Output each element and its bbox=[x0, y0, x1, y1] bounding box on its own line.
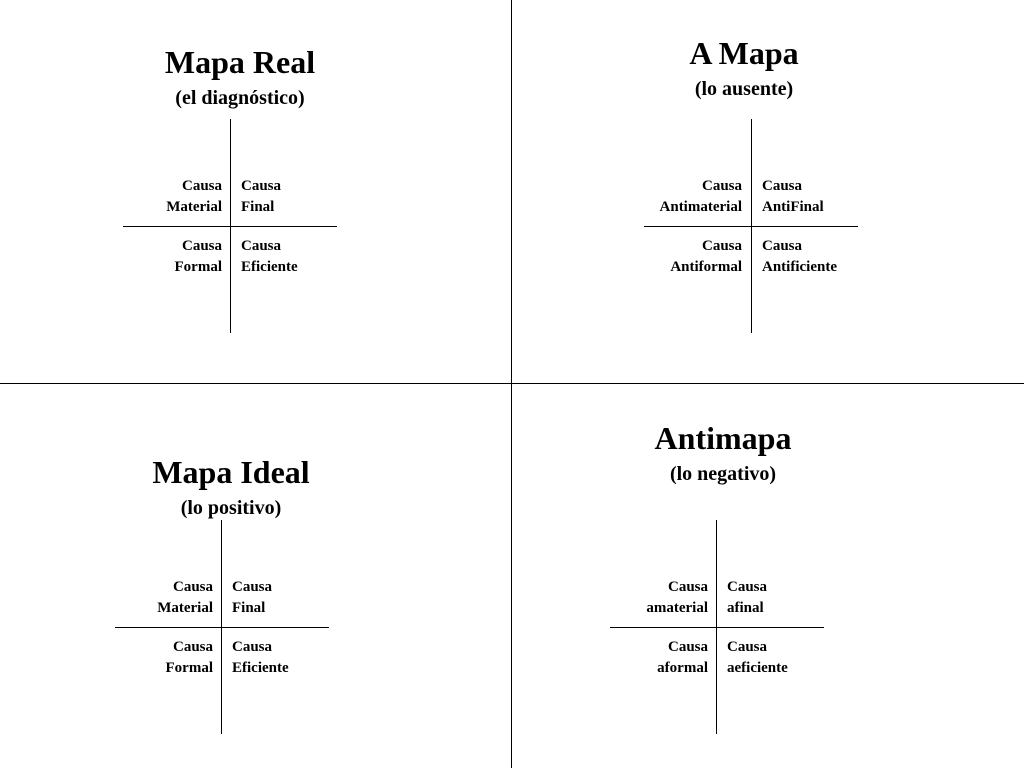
a-mapa-cell-top-left: Causa Antimaterial bbox=[659, 178, 742, 215]
antimapa-cross-horizontal bbox=[610, 627, 824, 628]
mapa-ideal-cell-bottom-right: Causa Eficiente bbox=[232, 639, 289, 676]
a-mapa-subtitle: (lo ausente) bbox=[694, 78, 794, 100]
mapa-real-title-block bbox=[90, 46, 390, 108]
mapa-ideal-cell-top-left: Causa Material bbox=[157, 579, 213, 616]
mapa-ideal-title-block bbox=[81, 456, 381, 518]
a-mapa-title-block bbox=[594, 37, 894, 99]
main-vertical-divider bbox=[511, 0, 512, 768]
antimapa-subtitle: (lo negativo) bbox=[669, 463, 777, 485]
mapa-real-cell-top-left: Causa Material bbox=[166, 178, 222, 215]
a-mapa-cross-horizontal bbox=[644, 226, 858, 227]
mapa-real-cell-bottom-right: Causa Eficiente bbox=[241, 238, 298, 275]
antimapa-title: Antimapa bbox=[654, 420, 792, 456]
antimapa-cell-bottom-left: Causa aformal bbox=[657, 639, 708, 676]
a-mapa-cell-top-right: Causa AntiFinal bbox=[762, 178, 824, 215]
a-mapa-cell-bottom-left: Causa Antiformal bbox=[670, 238, 742, 275]
antimapa-cell-bottom-right: Causa aeficiente bbox=[727, 639, 788, 676]
mapa-real-cross-horizontal bbox=[123, 226, 337, 227]
mapa-ideal-title: Mapa Ideal bbox=[152, 454, 310, 490]
mapa-real-subtitle: (el diagnóstico) bbox=[175, 87, 305, 109]
mapa-ideal-cell-bottom-left: Causa Formal bbox=[165, 639, 213, 676]
mapa-ideal-cell-top-right: Causa Final bbox=[232, 579, 273, 616]
a-mapa-title: A Mapa bbox=[689, 35, 799, 71]
mapa-real-cell-top-right: Causa Final bbox=[241, 178, 282, 215]
main-horizontal-divider bbox=[0, 383, 1024, 384]
mapa-real-cell-bottom-left: Causa Formal bbox=[174, 238, 222, 275]
mapa-real-title: Mapa Real bbox=[164, 44, 316, 80]
mapa-ideal-subtitle: (lo positivo) bbox=[180, 497, 282, 519]
a-mapa-cell-bottom-right: Causa Antificiente bbox=[762, 238, 837, 275]
mapa-ideal-cross-horizontal bbox=[115, 627, 329, 628]
antimapa-cell-top-right: Causa afinal bbox=[727, 579, 768, 616]
antimapa-title-block bbox=[573, 422, 873, 484]
antimapa-cell-top-left: Causa amaterial bbox=[646, 579, 708, 616]
